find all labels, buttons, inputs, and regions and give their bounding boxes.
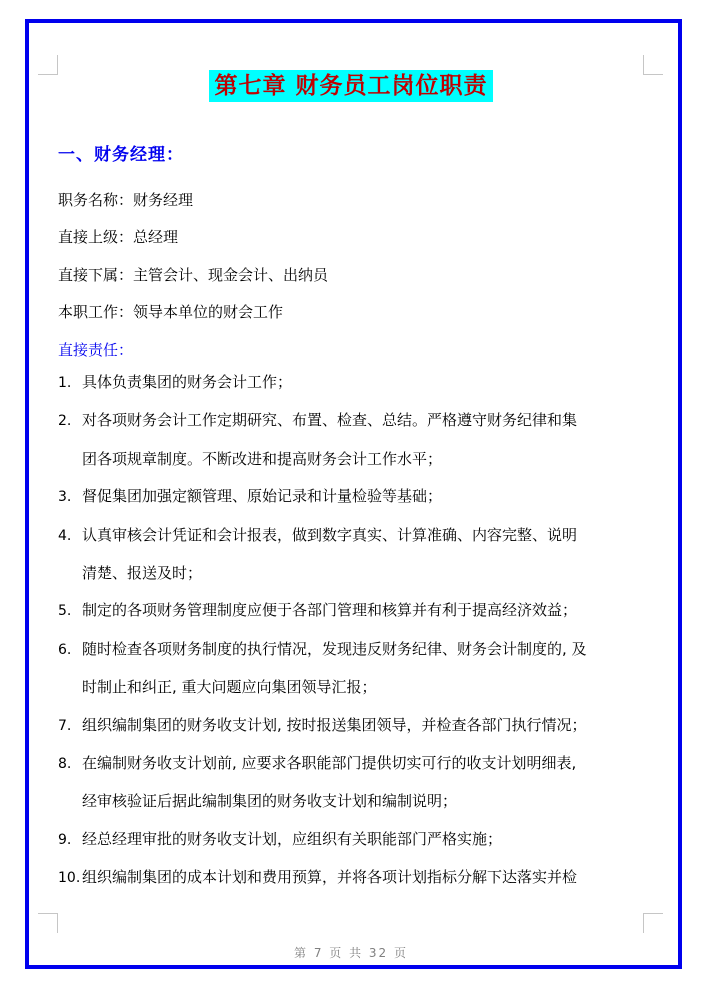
list-item-7	[58, 707, 587, 745]
list-item-6-continued: 时制止和纠正, 重大问题应向集团领导汇报；	[82, 678, 377, 697]
list-item-text: 督促集团加强定额管理、原始记录和计量检验等基础；	[82, 487, 443, 506]
responsibility-list	[58, 364, 587, 898]
position-info-block	[58, 182, 328, 369]
list-item-1	[58, 364, 587, 402]
list-item-text: 认真审核会计凭证和会计报表，做到数字真实、计算准确、内容完整、说明	[82, 525, 578, 544]
responsibility-label: 直接责任：	[58, 340, 134, 359]
margin-corner-mark-bottom-left	[38, 913, 58, 933]
info-line-main-duty: 本职工作：领导本单位的财会工作	[58, 303, 284, 322]
list-item-text: 具体负责集团的财务会计工作；	[82, 373, 293, 391]
info-line-superior: 直接上级：总经理	[58, 228, 179, 247]
chapter-title-row	[0, 70, 702, 102]
list-item-number: 2.	[58, 413, 72, 430]
list-item-3	[58, 478, 587, 516]
list-item-4-continued: 清楚、报送及时；	[82, 564, 203, 583]
list-item-text: 组织编制集团的成本计划和费用预算，并将各项计划指标分解下达落实并检	[82, 868, 578, 887]
chapter-title: 第七章 财务员工岗位职责	[209, 70, 492, 102]
list-item-2-continued: 团各项规章制度。不断改进和提高财务会计工作水平；	[82, 449, 443, 468]
list-item-text: 组织编制集团的财务收支计划, 按时报送集团领导，并检查各部门执行情况；	[82, 715, 587, 734]
list-item-number: 7.	[58, 717, 72, 734]
list-item-text: 经总经理审批的财务收支计划，应组织有关职能部门严格实施；	[82, 829, 503, 848]
list-item-number: 3.	[58, 489, 72, 506]
list-item-number: 4.	[58, 527, 72, 544]
list-item-8-continued: 经审核验证后据此编制集团的财务收支计划和编制说明；	[82, 792, 458, 811]
list-item-text: 随时检查各项财务制度的执行情况，发现违反财务纪律、财务会计制度的, 及	[82, 639, 587, 658]
list-item-number: 8.	[58, 756, 72, 773]
list-item-number: 1.	[58, 375, 72, 391]
page-number-footer: 第 7 页 共 32 页	[294, 946, 408, 960]
info-line-subordinates: 直接下属：主管会计、现金会计、出纳员	[58, 265, 329, 284]
list-item-text: 制定的各项财务管理制度应便于各部门管理和核算并有利于提高经济效益；	[82, 601, 578, 620]
list-item-number: 6.	[58, 641, 72, 658]
list-item-text: 对各项财务会计工作定期研究、布置、检查、总结。严格遵守财务纪律和集	[82, 411, 578, 430]
list-item-4	[58, 517, 587, 555]
list-item-5	[58, 592, 587, 630]
section-heading: 一、财务经理：	[58, 145, 184, 165]
list-item-number: 10.	[58, 870, 81, 887]
list-item-10	[58, 859, 587, 897]
list-item-number: 5.	[58, 603, 72, 620]
list-item-6	[58, 631, 587, 669]
list-item-2	[58, 402, 587, 440]
list-item-8	[58, 745, 587, 783]
margin-corner-mark-bottom-right	[643, 913, 663, 933]
list-item-number: 9.	[58, 831, 72, 848]
list-item-text: 在编制财务收支计划前, 应要求各职能部门提供切实可行的收支计划明细表,	[82, 754, 577, 773]
list-item-9	[58, 821, 587, 859]
info-line-job-title: 职务名称：财务经理	[58, 191, 194, 209]
